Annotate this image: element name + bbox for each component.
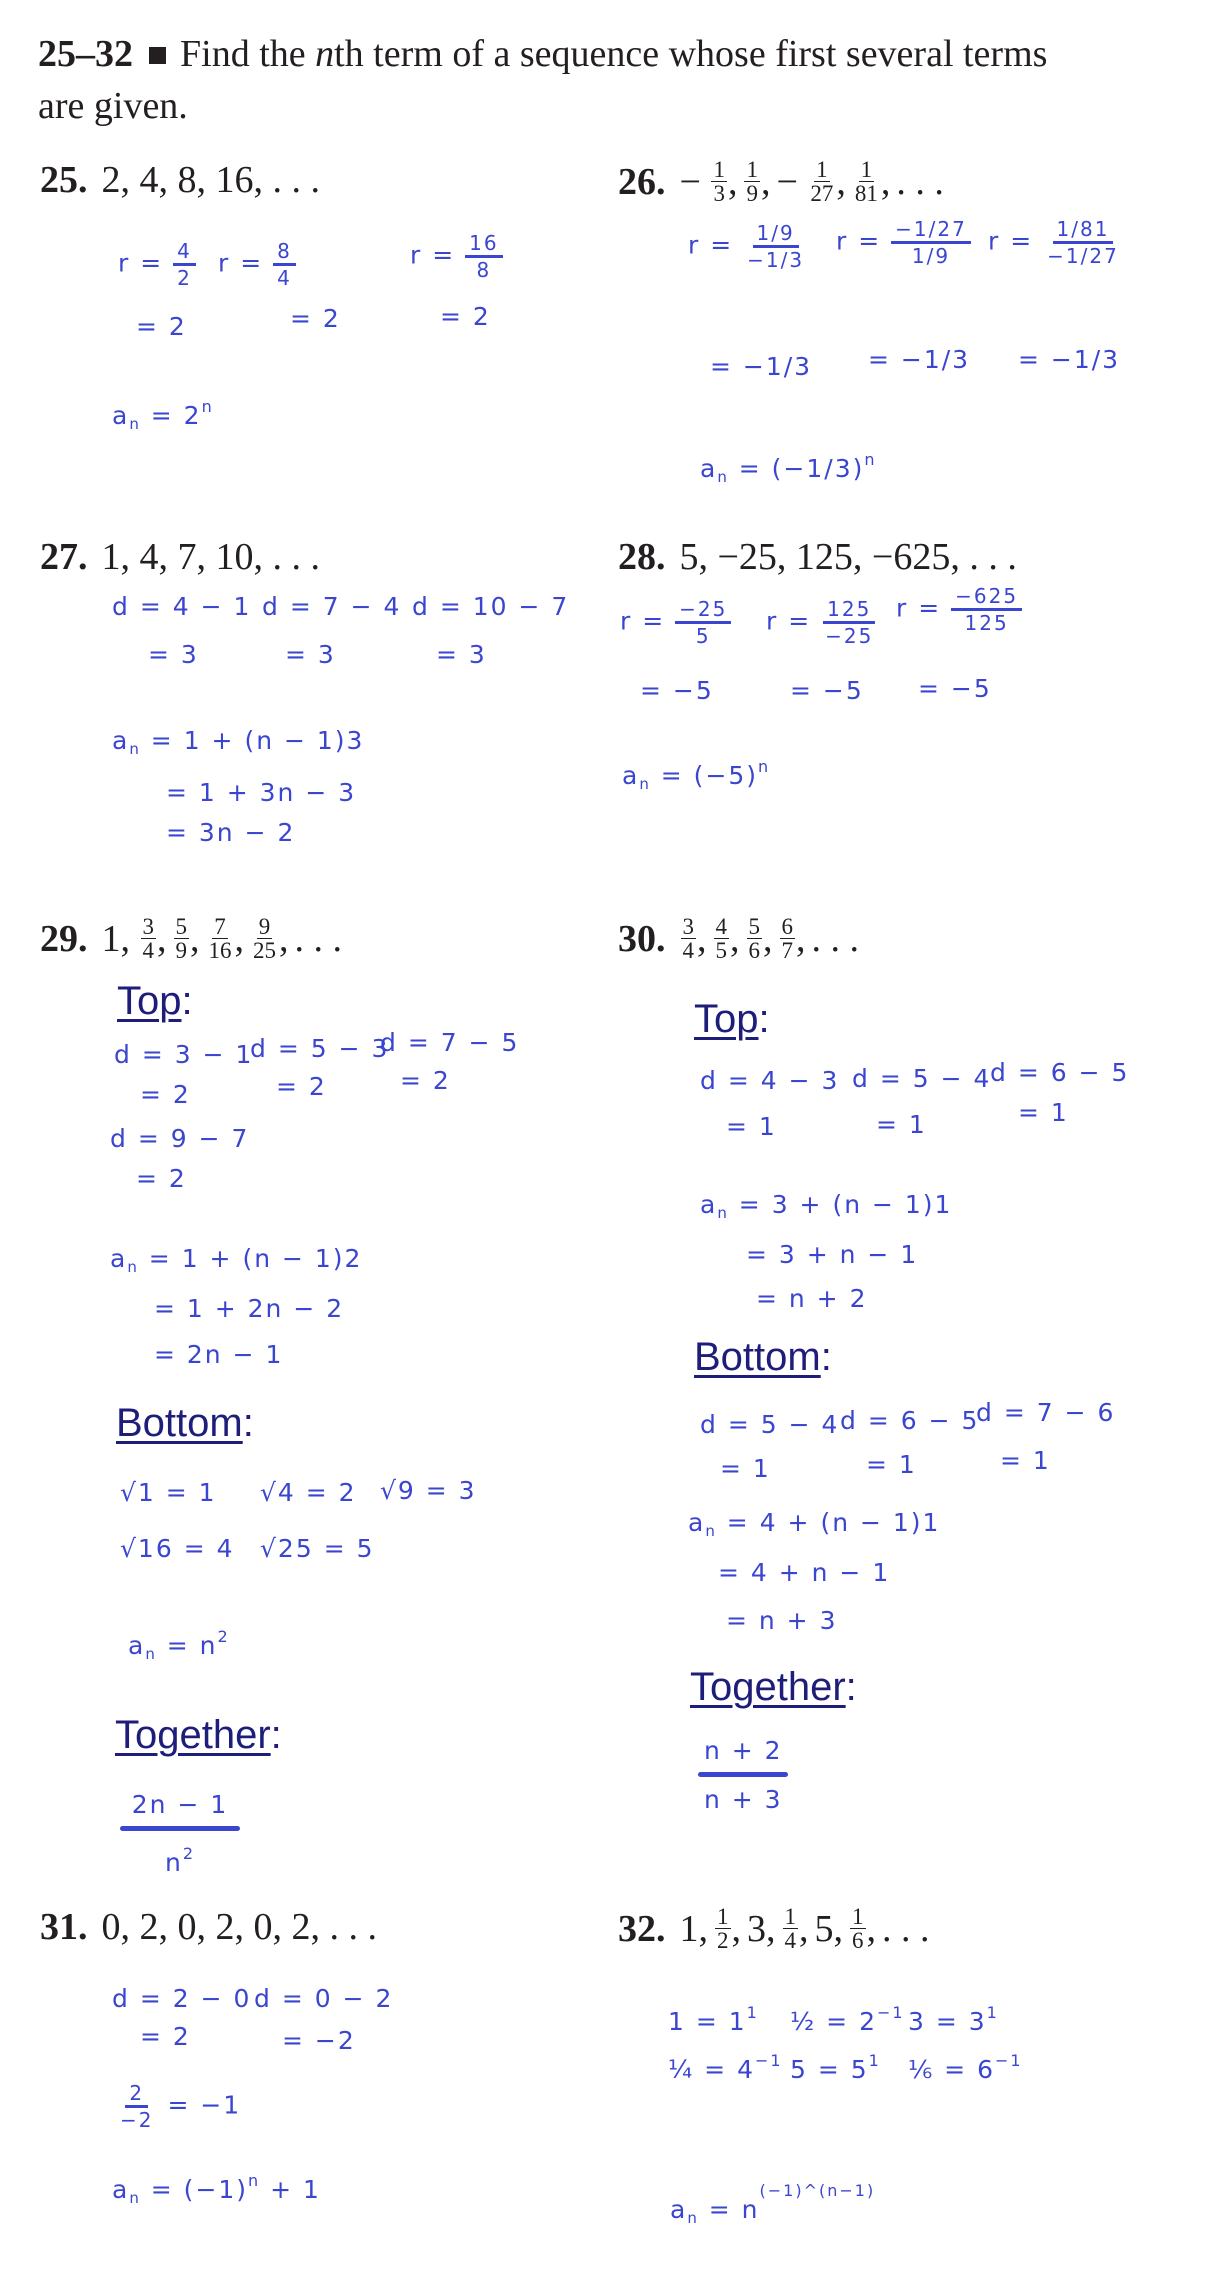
problem-29-heading: 29. 1, $\frac{3}{4}$ , $\frac{5}{9}$ , $\frac{7}{16}$ , $\frac{9}{25}$ , . . .: [40, 914, 342, 963]
p30-bottom-diff-3-result: = 1: [1000, 1446, 1051, 1475]
p30-top-diff-3-result: = 1: [1018, 1098, 1069, 1127]
p30-top-answer-line-1: $a_n = 3 + (n - 1)1$: [700, 1190, 953, 1222]
p30-top-diff-3: d = 6 − 5: [990, 1058, 1130, 1087]
problem-30-heading: 30. $\frac{3}{4}$ , $\frac{4}{5}$ , $\frac{5}{6}$ , $\frac{6}{7}$ , . . .: [618, 914, 859, 963]
p29-bottom-answer: $a_n = n^2$: [128, 1627, 230, 1663]
problem-31-heading: 31. 0, 2, 0, 2, 0, 2, . . .: [40, 1906, 377, 1948]
p32-power-3: $3 = 3^1$: [908, 2003, 999, 2036]
p27-diff-3-result: = 3: [436, 640, 487, 669]
p30-top-header: Top:: [694, 997, 770, 1041]
p30-top-answer-line-2: = 3 + n − 1: [746, 1240, 919, 1269]
problem-32-heading: 32. 1 , $\frac{1}{2}$ , 3 , $\frac{1}{4}$ , 5 , $\frac{1}{6}$ , . . .: [618, 1904, 930, 1953]
p26-ratio-2: r = $\frac{-1/27}{1/9}$: [836, 218, 971, 267]
p32-power-6: ⅙ = $6^{-1}$: [908, 2051, 1023, 2084]
p26-ratio-3-result: = −1/3: [1018, 345, 1121, 374]
p30-bottom-diff-3: d = 7 − 6: [976, 1398, 1116, 1427]
p25-ratio-3-result: = 2: [440, 302, 491, 331]
sequence-terms: − $\frac{1}{3}$ , $\frac{1}{9}$ , − $\frac{1}{27}$ , $\frac{1}{81}$ , . . .: [679, 157, 944, 206]
p30-bottom-answer-line-1: $a_n = 4 + (n - 1)1$: [688, 1508, 941, 1540]
p30-together-header: Together:: [690, 1665, 857, 1709]
p29-top-answer-line-3: = 2n − 1: [154, 1340, 284, 1369]
p26-answer: $a_n = (-1/3)^n$: [700, 450, 877, 486]
p29-bottom-root-5: √25 = 5: [260, 1534, 375, 1563]
p31-diff-2: d = 0 − 2: [254, 1984, 394, 2013]
p29-top-diff-2-result: = 2: [276, 1072, 327, 1101]
sequence-terms: 0, 2, 0, 2, 0, 2, . . .: [101, 1906, 377, 1948]
p28-ratio-1-result: = −5: [640, 676, 714, 705]
p30-bottom-diff-1: d = 5 − 4: [700, 1410, 840, 1439]
p28-ratio-1: r = $\frac{-25}{5}$: [620, 598, 731, 647]
p31-diff-2-result: = −2: [282, 2026, 356, 2055]
p29-top-answer-line-1: $a_n = 1 + (n - 1)2$: [110, 1244, 363, 1276]
p28-ratio-3-result: = −5: [918, 674, 992, 703]
p30-bottom-answer-line-2: = 4 + n − 1: [718, 1558, 891, 1587]
p25-ratio-2-result: = 2: [290, 304, 341, 333]
p25-answer: $a_n = 2^n$: [112, 397, 214, 433]
p25-ratio-3: r = $\frac{16}{8}$: [410, 232, 503, 281]
p29-top-diff-3-result: = 2: [400, 1066, 451, 1095]
p29-together-header: Together:: [115, 1713, 282, 1757]
p29-top-header: Top:: [117, 979, 193, 1023]
p31-diff-1-result: = 2: [140, 2022, 191, 2051]
p32-power-5: $5 = 5^1$: [790, 2051, 881, 2084]
p26-ratio-3: r = $\frac{1/81}{-1/27}$: [988, 217, 1119, 268]
p27-diff-2: d = 7 − 4: [262, 592, 402, 621]
p28-ratio-2-result: = −5: [790, 676, 864, 705]
p25-ratio-2: r = $\frac{8}{4}$: [218, 240, 296, 289]
p25-ratio-1-result: = 2: [136, 312, 187, 341]
p29-bottom-root-1: √1 = 1: [120, 1478, 217, 1507]
p29-top-diff-3: d = 7 − 5: [380, 1028, 520, 1057]
instructions: 25–32 Find the nth term of a sequence whose first several terms: [38, 33, 1048, 75]
p30-top-diff-1-result: = 1: [726, 1112, 777, 1141]
p28-ratio-3: r = $\frac{-625}{125}$: [896, 585, 1022, 634]
problem-25-heading: 25. 2, 4, 8, 16, . . .: [40, 159, 320, 201]
sequence-terms: 2, 4, 8, 16, . . .: [101, 159, 320, 201]
p26-ratio-1-result: = −1/3: [710, 352, 813, 381]
p31-ratio: $\frac{2}{-2}$ = −1: [120, 2081, 242, 2132]
p29-bottom-root-2: √4 = 2: [260, 1478, 357, 1507]
p30-bottom-header: Bottom:: [694, 1335, 832, 1379]
p28-answer: $a_n = (-5)^n$: [622, 757, 771, 793]
sequence-terms: $\frac{3}{4}$ , $\frac{4}{5}$ , $\frac{5}{6}$ , $\frac{6}{7}$ , . . .: [682, 914, 859, 963]
p27-answer-line-1: $a_n = 1 + (n - 1)3$: [112, 726, 365, 758]
p29-top-diff-4-result: = 2: [136, 1164, 187, 1193]
p31-answer: $a_n = (-1)^n + 1$: [112, 2171, 321, 2207]
sequence-terms: 1 , $\frac{1}{2}$ , 3 , $\frac{1}{4}$ , 5 , $\frac{1}{6}$ , . . .: [679, 1904, 930, 1953]
sequence-terms: 1, $\frac{3}{4}$ , $\frac{5}{9}$ , $\frac{7}{16}$ , $\frac{9}{25}$ , . . .: [101, 914, 342, 963]
square-bullet-icon: [149, 47, 166, 64]
p30-top-diff-1: d = 4 − 3: [700, 1066, 840, 1095]
p30-bottom-diff-2-result: = 1: [866, 1450, 917, 1479]
p29-top-diff-2: d = 5 − 3: [250, 1034, 390, 1063]
p29-bottom-root-3: √9 = 3: [380, 1476, 477, 1505]
p29-top-diff-1: d = 3 − 1: [114, 1040, 254, 1069]
p30-top-diff-2: d = 5 − 4: [852, 1064, 992, 1093]
p32-power-4: ¼ = $4^{-1}$: [668, 2051, 783, 2084]
p32-power-1: $1 = 1^1$: [668, 2003, 759, 2036]
p32-power-2: ½ = $2^{-1}$: [790, 2003, 905, 2036]
p30-together-fraction: n + 2 n + 3: [694, 1736, 793, 1815]
p27-diff-2-result: = 3: [285, 640, 336, 669]
p28-ratio-2: r = $\frac{125}{-25}$: [766, 597, 874, 648]
p30-top-answer-line-3: = n + 2: [756, 1284, 868, 1313]
problem-27-heading: 27. 1, 4, 7, 10, . . .: [40, 536, 320, 578]
p31-diff-1: d = 2 − 0: [112, 1984, 252, 2013]
instructions-line2: are given.: [38, 85, 188, 127]
p26-ratio-2-result: = −1/3: [868, 345, 971, 374]
p29-top-diff-4: d = 9 − 7: [110, 1124, 250, 1153]
p29-together-fraction: 2n − 1 $n^2$: [120, 1790, 240, 1878]
sequence-terms: 5, −25, 125, −625, . . .: [679, 536, 1017, 578]
p29-top-diff-1-result: = 2: [140, 1080, 191, 1109]
p29-bottom-root-4: √16 = 4: [120, 1534, 235, 1563]
p27-diff-3: d = 10 − 7: [412, 592, 570, 621]
problem-range: 25–32: [38, 33, 133, 75]
p27-diff-1: d = 4 − 1: [112, 592, 252, 621]
p27-answer-line-3: = 3n − 2: [166, 818, 296, 847]
problem-28-heading: 28. 5, −25, 125, −625, . . .: [618, 536, 1017, 578]
p25-ratio-1: r = $\frac{4}{2}$: [118, 240, 196, 289]
p30-bottom-diff-2: d = 6 − 5: [840, 1406, 980, 1435]
p32-answer: $a_n = n^{(-1)\^{}(n-1)}$: [670, 2181, 876, 2227]
sequence-terms: 1, 4, 7, 10, . . .: [101, 536, 320, 578]
p30-bottom-diff-1-result: = 1: [720, 1454, 771, 1483]
p30-bottom-answer-line-3: = n + 3: [726, 1606, 838, 1635]
p27-diff-1-result: = 3: [148, 640, 199, 669]
p29-bottom-header: Bottom:: [116, 1401, 254, 1445]
p30-top-diff-2-result: = 1: [876, 1110, 927, 1139]
problem-26-heading: 26. − $\frac{1}{3}$ , $\frac{1}{9}$ , − $\frac{1}{27}$ , $\frac{1}{81}$ , . . .: [618, 157, 944, 206]
p29-top-answer-line-2: = 1 + 2n − 2: [154, 1294, 345, 1323]
p27-answer-line-2: = 1 + 3n − 3: [166, 778, 357, 807]
p26-ratio-1: r = $\frac{1/9}{-1/3}$: [688, 221, 805, 272]
